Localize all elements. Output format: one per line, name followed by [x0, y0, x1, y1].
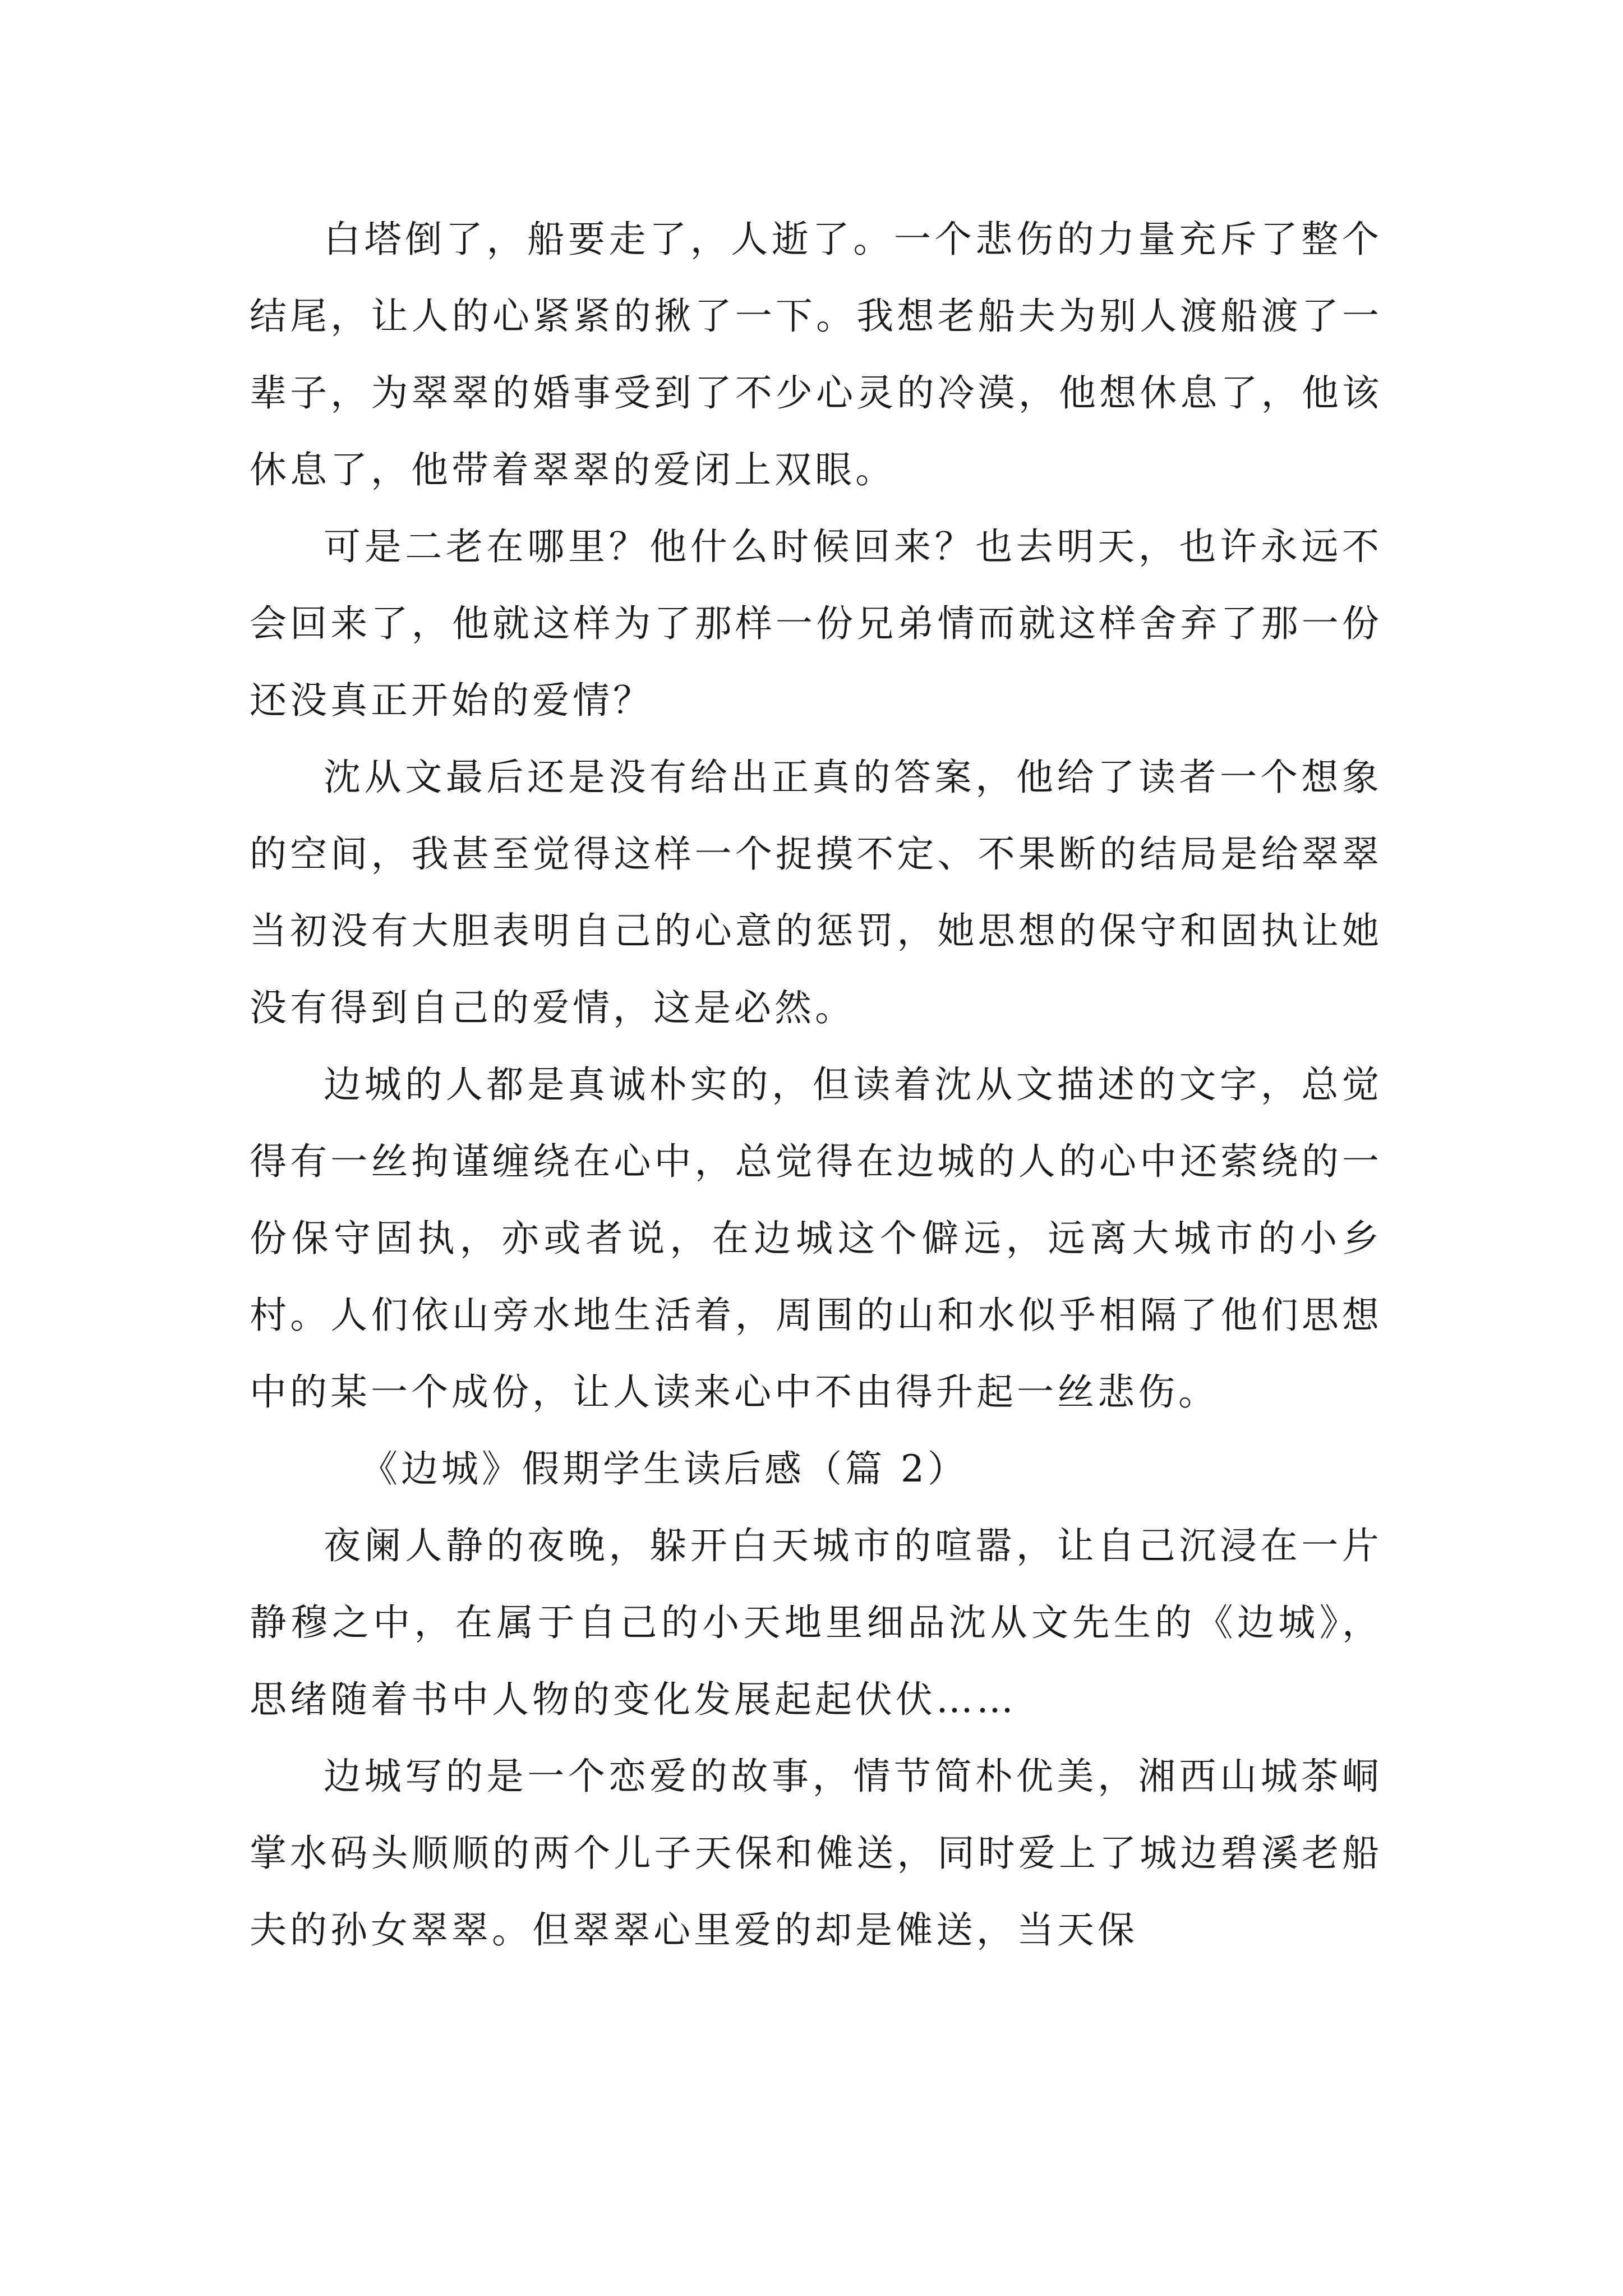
section-heading: 《边城》假期学生读后感（篇 2） [361, 1447, 968, 1490]
paragraph-2: 可是二老在哪里？他什么时候回来？也去明天，也许永远不会回来了，他就这样为了那样一份兄弟情而就这样舍弃了那一份还没真正开始的爱情？ [250, 525, 1382, 722]
paragraph-5: 夜阑人静的夜晚，躲开白天城市的喧嚣，让自己沉浸在一片静穆之中，在属于自己的小天地里细品沈从文先生的《边城》，思绪随着书中人物的变化发展起起伏伏…… [250, 1524, 1382, 1721]
paragraph-6: 边城写的是一个恋爱的故事，情节简朴优美，湘西山城茶峒掌水码头顺顺的两个儿子天保和傩送，同时爱上了城边碧溪老船夫的孙女翠翠。但翠翠心里爱的却是傩送，当天保 [250, 1755, 1382, 1952]
paragraph-1: 白塔倒了，船要走了，人逝了。一个悲伤的力量充斥了整个结尾，让人的心紧紧的揪了一下。我想老船夫为别人渡船渡了一辈子，为翠翠的婚事受到了不少心灵的冷漠，他想休息了，他该休息了，他带着翠翠的爱闭上双眼。 [250, 218, 1382, 491]
body-text [250, 201, 1382, 1968]
paragraph-4: 边城的人都是真诚朴实的，但读着沈从文描述的文字，总觉得有一丝拘谨缠绕在心中，总觉得在边城的人的心中还萦绕的一份保守固执，亦或者说，在边城这个僻远，远离大城市的小乡村。人们依山旁水地生活着，周围的山和水似乎相隔了他们思想中的某一个成份，让人读来心中不由得升起一丝悲伤。 [250, 1063, 1382, 1414]
paragraph-3: 沈从文最后还是没有给出正真的答案，他给了读者一个想象的空间，我甚至觉得这样一个捉摸不定、不果断的结局是给翠翠当初没有大胆表明自己的心意的惩罚，她思想的保守和固执让她没有得到自己的爱情，这是必然。 [250, 756, 1382, 1029]
